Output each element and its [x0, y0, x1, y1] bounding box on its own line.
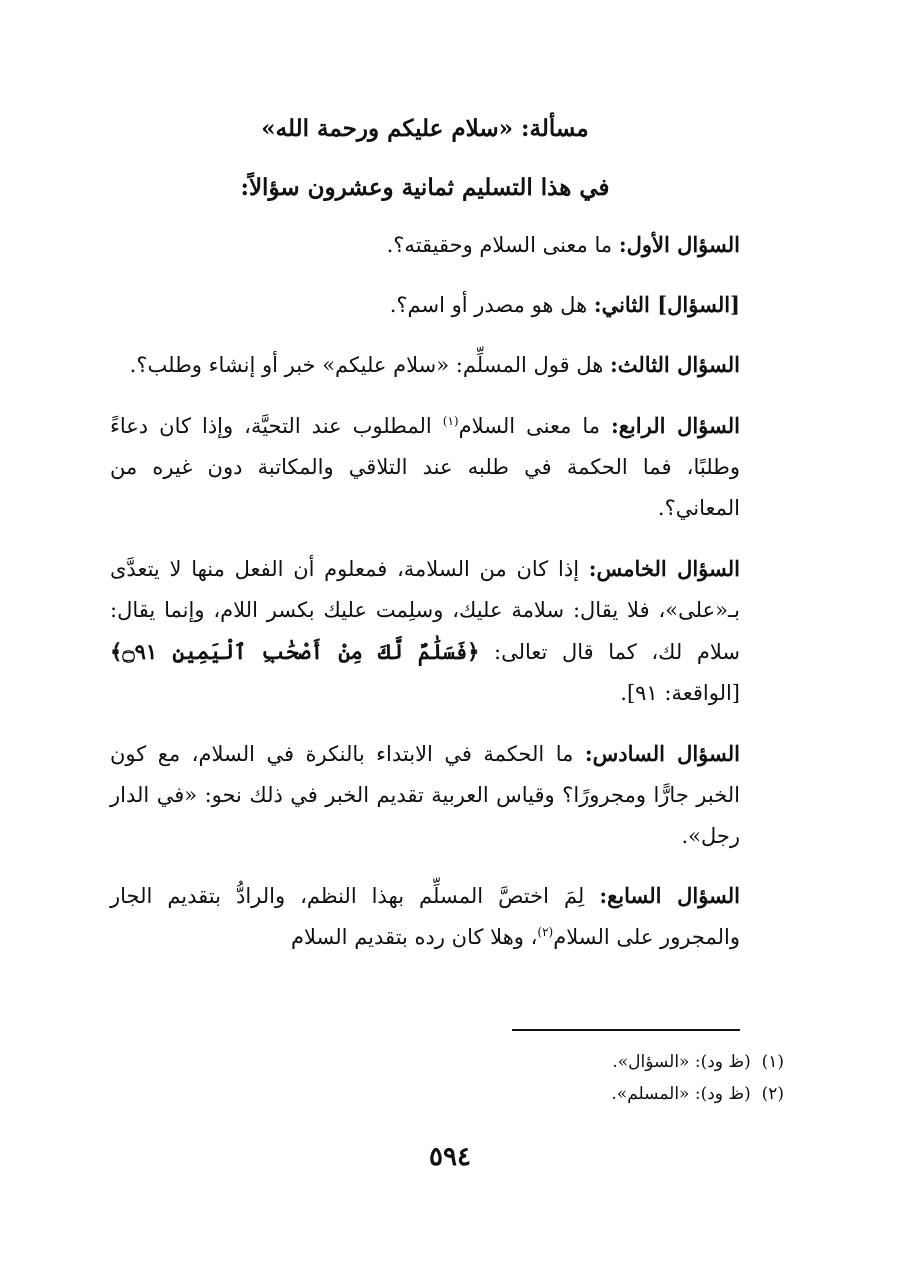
question-text: هل هو مصدر أو اسم؟.	[389, 293, 594, 317]
question-label: السؤال الخامس:	[588, 556, 740, 581]
question-label: السؤال السابع:	[599, 883, 741, 908]
question-text: إذا كان من السلامة، فمعلوم أن الفعل منها لا يتعدَّى بـ«على»، فلا يقال: سلامة عليك، وسلِمت عليك بكسر اللام، وإنما يقال: سلام لك، كما قال تعالى:	[110, 557, 740, 664]
footnote-ref[interactable]: (٢)	[537, 925, 554, 939]
footnote-number: (٢)	[761, 1084, 784, 1104]
question-text: هل قول المسلِّم: «سلام عليكم» خبر أو إنشاء وطلب؟.	[129, 353, 611, 377]
quran-verse: ﴿فَسَلَٰمٌ لَّكَ مِنْ أَصْحَٰبِ ٱلْيَمِينِ ۝٩١﴾	[110, 639, 480, 664]
question-label: السؤال الأول:	[618, 232, 740, 257]
footnote-ref[interactable]: (١)	[442, 414, 459, 428]
chapter-subtitle: في هذا التسليم ثمانية وعشرون سؤالاً:	[240, 174, 610, 201]
question-text: ما معنى السلام وحقيقته؟.	[386, 233, 619, 257]
footnote-divider	[512, 1029, 740, 1031]
question-label: السؤال الثالث:	[610, 352, 740, 377]
question-text-cont: ، وهلا كان رده بتقديم السلام	[291, 925, 538, 949]
footnote	[110, 1078, 784, 1110]
question-5	[110, 548, 740, 714]
footnote-number: (١)	[761, 1052, 784, 1072]
verse-citation: [الواقعة: ٩١].	[620, 681, 740, 705]
question-label: [السؤال] الثاني:	[593, 292, 740, 317]
question-6	[110, 733, 740, 857]
question-text: ما معنى السلام	[458, 414, 611, 438]
question-label: السؤال الرابع:	[611, 413, 740, 438]
question-text-cont: المطلوب عند التحيَّة، وإذا كان دعاءً وطلبًا، فما الحكمة في طلبه عند التلاقي والمكاتبة دون غيره من المعاني؟.	[110, 414, 740, 520]
chapter-title: مسألة: «سلام عليكم ورحمة الله»	[261, 115, 589, 142]
question-text: لِمَ اختصَّ المسلِّم بهذا النظم، والرادُّ بتقديم الجار والمجرور على السلام	[110, 884, 740, 949]
question-4	[110, 405, 740, 529]
question-7	[110, 875, 740, 958]
page-number: ٥٩٤	[429, 1142, 471, 1172]
footnotes	[110, 1046, 784, 1110]
page-body	[110, 100, 740, 958]
question-text: ما الحكمة في الابتداء بالنكرة في السلام، مع كون الخبر جارًّا ومجرورًا؟ وقياس العربية تقديم الخبر في ذلك نحو: «في الدار رجل».	[110, 742, 740, 848]
footnote	[110, 1046, 784, 1078]
footnote-text: (ظ ود): «السؤال».	[612, 1052, 751, 1072]
question-1	[110, 224, 740, 266]
question-3	[110, 344, 740, 386]
question-label: السؤال السادس:	[584, 741, 740, 766]
footnote-text: (ظ ود): «المسلم».	[611, 1084, 751, 1104]
question-2	[110, 284, 740, 326]
